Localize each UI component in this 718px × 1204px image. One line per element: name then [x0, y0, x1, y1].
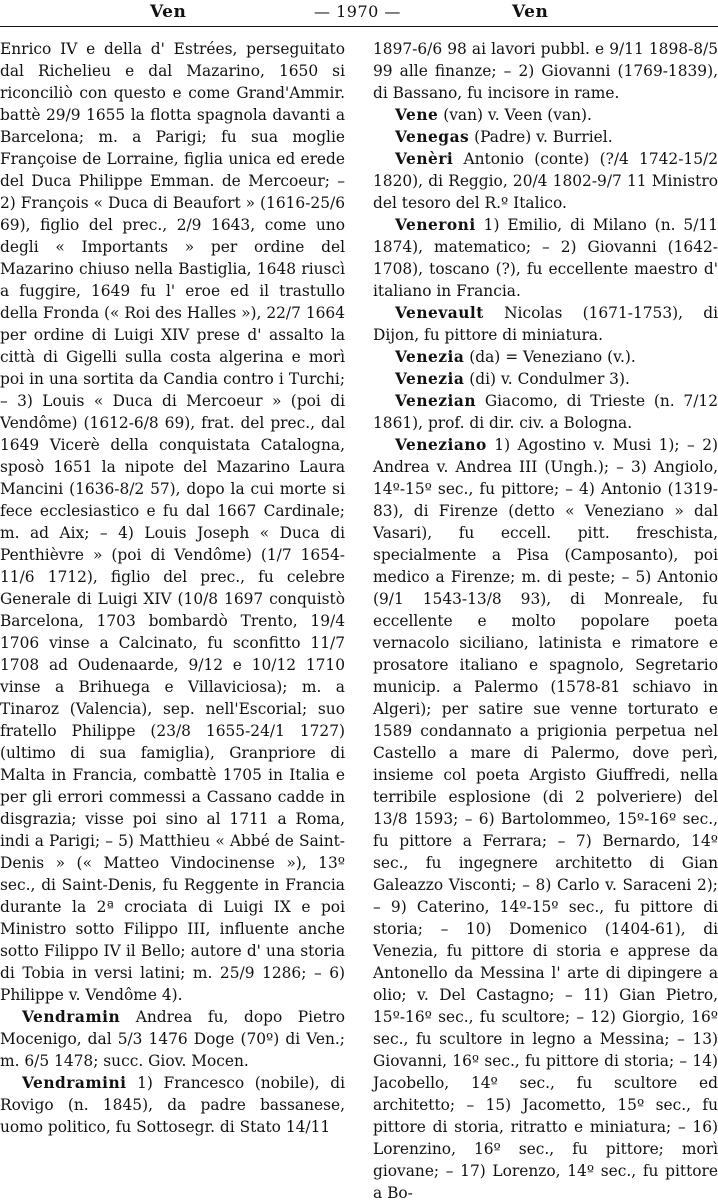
left-column [0, 38, 345, 1136]
dictionary-entry [0, 1072, 345, 1138]
page-number: — 1970 — [314, 2, 401, 21]
dictionary-entry [373, 346, 718, 368]
entry-text: Enrico IV e della d' Estrées, perseguitato dal Richelieu e dal Mazarino, 1650 si riconciliò con questo e come Grand'Ammir. battè 29/9 1655 la flotta spagnola davanti a Barcelona; m. a Parigi; fu sua moglie Françoise de Lorraine, figlia unica ed erede del Duca Philippe Emman. de Mercoeur; – 2) François « Duca di Beaufort » (1616-25/6 69), figlio del prec., 2/9 1643, come uno degli « Importants » per ordine del Mazarino chiuso nella Bastiglia, 1648 riuscì a fuggire, 1649 fu l' eroe ed il trastullo della Fronda (« Roi des Halles »), 22/7 1664 per ordine di Luigi XIV prese d' assalto la città di Gigelli sulla costa algerina e morì poi in una sortita da Candia contro i Turchi; – 3) Louis « Duca di Mercoeur » (poi di Vendôme) (1612-6/8 69), frat. del prec., dal 1649 Vicerè della conquistata Catalogna, sposò 1651 la nipote del Mazarino Laura Mancini (1636-8/2 57), dopo la cui morte si fece ecclesiastico e fu dal 1667 Cardinale; m. ad Aix; – 4) Louis Joseph « Duca di Penthièvre » (poi di Vendôme) (1/7 1654-11/6 1712), figlio del prec., fu celebre Generale di Luigi XIV (10/8 1697 conquistò Barcelona, 1703 bombardò Trento, 19/4 1706 vinse a Calcinato, fu sconfitto 11/7 1708 ad Oudenaarde, 9/12 e 10/12 1710 vinse a Brihuega e Villaviciosa); m. a Tinaroz (Valencia), sep. nell'Escorial; suo fratello Philippe (23/8 1655-24/1 1727) (ultimo di sua famiglia), Granpriore di Malta in Francia, combattè 1705 in Italia e per gli errori commessi a Cassano cadde in disgrazia; visse poi sino al 1711 a Roma, indi a Parigi; – 5) Matthieu « Abbé de Saint-Denis » (« Matteo Vindocinense »), 13º sec., di Saint-Denis, fu Reggente in Francia durante la 2ª crociata di Luigi IX e poi Ministro sotto Filippo III, influente anche sotto Filippo IV il Bello; autore d' una storia di Tobia in versi latini; m. 25/9 1286; – 6) Philippe v. Vendôme 4). [0, 40, 345, 1004]
entry-text: 1) Francesco (nobile), di Rovigo (n. 1845), da padre bassanese, uomo politico, fu Sottosegr. di Stato 14/11 [0, 1074, 345, 1136]
entry-text: 1897-6/6 98 ai lavori pubbl. e 9/11 1898-8/5 99 alle finanze; – 2) Giovanni (1769-1839), di Bassano, fu incisore in rame. [373, 40, 718, 102]
entry-lemma: Vendramini [22, 1074, 127, 1092]
dictionary-entry [373, 148, 718, 214]
entry-lemma: Veneziano [395, 436, 487, 454]
entry-text: (di) v. Condulmer 3). [464, 370, 630, 388]
entry-lemma: Venevault [395, 304, 484, 322]
right-column [373, 38, 718, 1202]
dictionary-entry [373, 104, 718, 126]
dictionary-entry [373, 368, 718, 390]
entry-text: (da) = Veneziano (v.). [464, 348, 636, 366]
dictionary-entry [373, 214, 718, 302]
dictionary-entry [373, 126, 718, 148]
entry-text: Giacomo, di Trieste (n. 7/12 1861), prof. di dir. civ. a Bologna. [373, 392, 718, 432]
dictionary-entry [373, 434, 718, 1204]
header-rule [0, 26, 718, 27]
dictionary-entry [373, 302, 718, 346]
entry-text: (Padre) v. Burriel. [469, 128, 613, 146]
dictionary-entry [0, 38, 345, 1006]
entry-lemma: Vene [395, 106, 439, 124]
entry-lemma: Vendramin [22, 1008, 121, 1026]
entry-lemma: Venezian [395, 392, 477, 410]
header-left-guide-word: Ven [150, 2, 187, 22]
entry-lemma: Venezia [395, 370, 465, 388]
entry-text: (van) v. Veen (van). [438, 106, 592, 124]
entry-text: 1) Emilio, di Milano (n. 5/11 1874), matematico; – 2) Giovanni (1642-1708), toscano (?), fu eccellente maestro d' italiano in Francia. [373, 216, 718, 300]
page-header [0, 0, 718, 26]
entry-text: 1) Agostino v. Musi 1); – 2) Andrea v. Andrea III (Ungh.); – 3) Angiolo, 14º-15º sec., fu pittore; – 4) Antonio (1319-83), di Firenze (detto « Veneziano » dal Vasari), fu eccell. pitt. freschista, specialmente a Pisa (Camposanto), poi medico a Firenze; m. di peste; – 5) Antonio (9/1 1543-13/8 93), di Monreale, fu eccellente e molto popolare poeta vernacolo siciliano, latinista e rimatore e prosatore italiano e spagnolo, Segretario municip. a Palermo (1578-81 schiavo in Algeri); per satire sue venne torturato e 1589 condannato a prigionia perpetua nel Castello a mare di Palermo, dove perì, insieme col poeta Argisto Giuffredi, nella terribile esplosione (di 2 polveriere) del 13/8 1593; – 6) Bartolommeo, 15º-16º sec., fu pittore a Ferrara; – 7) Bernardo, 14º sec., fu ingegnere architetto di Gian Galeazzo Visconti; – 8) Carlo v. Saraceni 2); – 9) Caterino, 14º-15º sec., fu pittore di storia; – 10) Domenico (1404-61), di Venezia, fu pittore di storia e apprese da Antonello da Messina l' arte di dipingere a olio; v. Del Castagno; – 11) Gian Pietro, 15º-16º sec., fu scultore; – 12) Giorgio, 16º sec., fu scultore in legno a Messina; – 13) Giovanni, 16º sec., fu pittore di storia; – 14) Jacobello, 14º sec., fu scultore ed architetto; – 15) Jacometto, 15º sec., fu pittore di storia, ritratto e miniatura; – 16) Lorenzino, 16º sec., fu pittore; morì giovane; – 17) Lorenzo, 14º sec., fu pittore a Bo- [373, 436, 718, 1202]
entry-text: Nicolas (1671-1753), di Dijon, fu pittore di miniatura. [373, 304, 718, 344]
entry-lemma: Venèri [395, 150, 454, 168]
dictionary-entry [373, 390, 718, 434]
entry-lemma: Venegas [395, 128, 470, 146]
dictionary-entry [373, 38, 718, 104]
dictionary-entry [0, 1006, 345, 1072]
entry-text: Antonio (conte) (?/4 1742-15/2 1820), di Reggio, 20/4 1802-9/7 11 Ministro del tesoro del R.º Italico. [373, 150, 718, 212]
header-right-guide-word: Ven [512, 2, 549, 22]
entry-lemma: Veneroni [395, 216, 476, 234]
entry-lemma: Venezia [395, 348, 465, 366]
entry-text: Andrea fu, dopo Pietro Mocenigo, dal 5/3 1476 Doge (70º) di Ven.; m. 6/5 1478; succ. Giov. Mocen. [0, 1008, 345, 1070]
